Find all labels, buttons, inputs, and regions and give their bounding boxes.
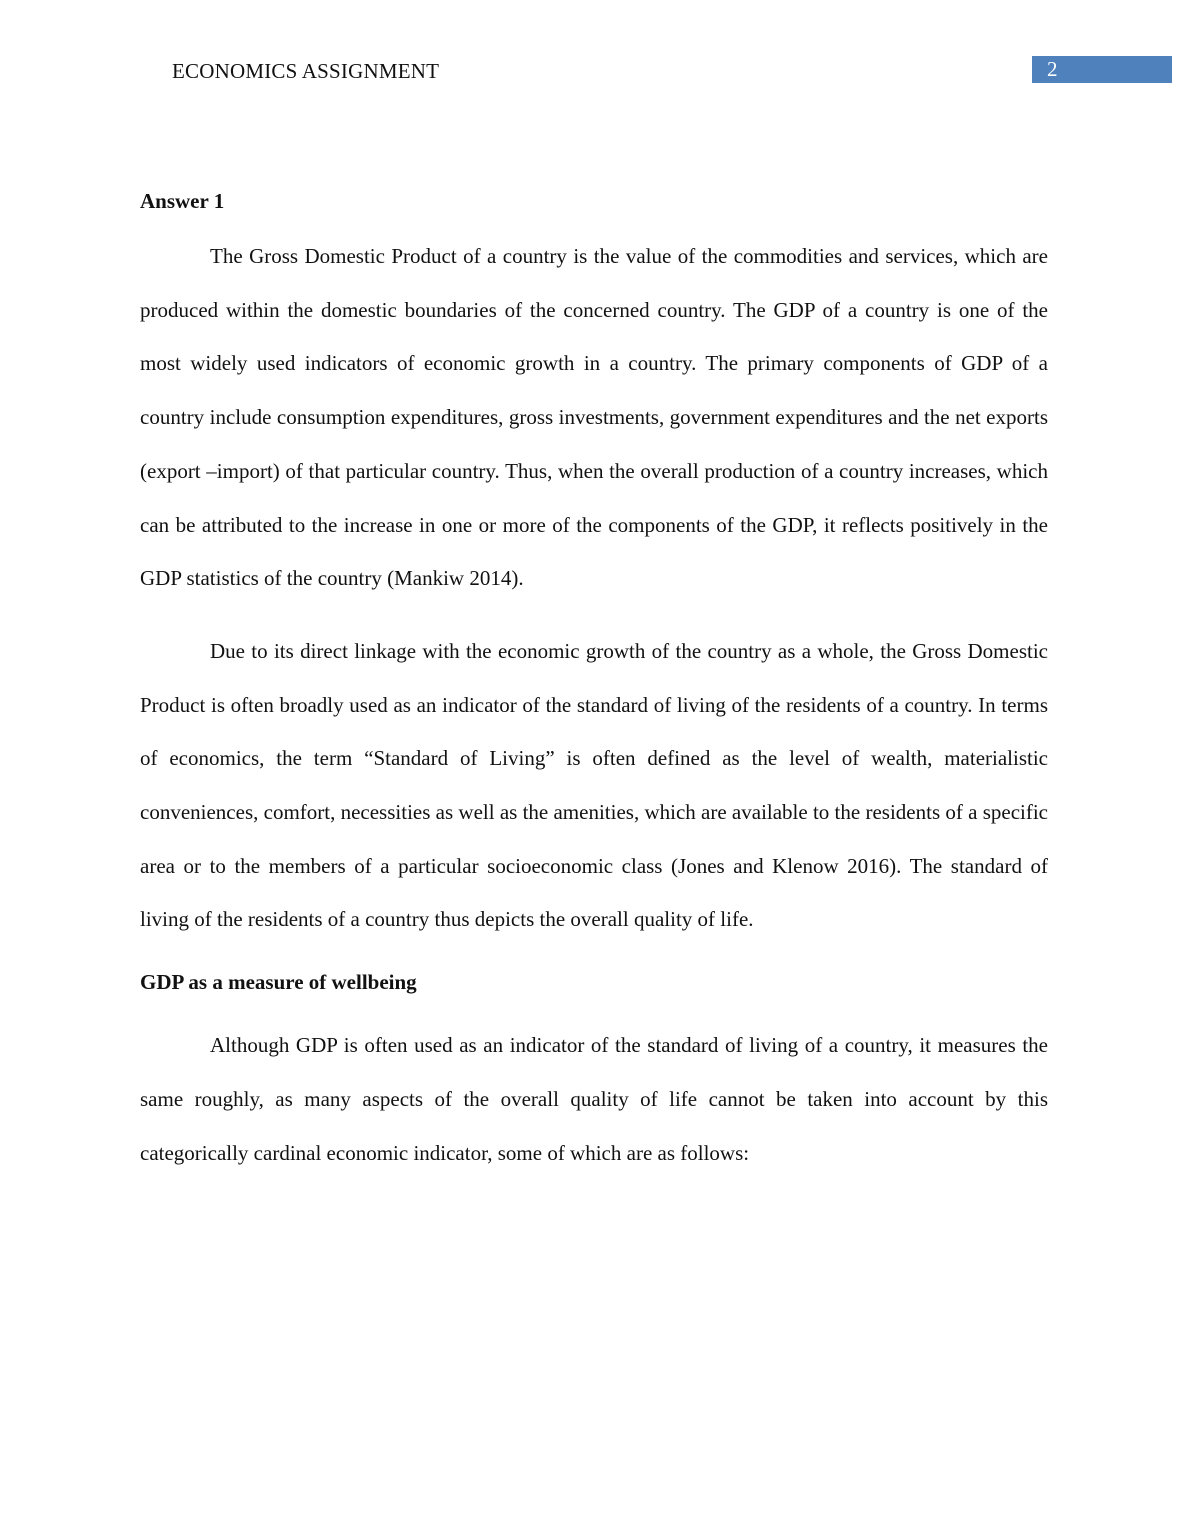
paragraph-gdp-definition: The Gross Domestic Product of a country is the value of the commodities and services, which are produced within the domestic boundaries of the concerned country. The GDP of a country is one of the most widely used indicators of economic growth in a country. The primary components of GDP of a country include consumption expenditures, gross investments, government expenditures and the net exports (export –import) of that particular country. Thus, when the overall production of a country increases, which can be attributed to the increase in one or more of the components of the GDP, it reflects positively in the GDP statistics of the country (Mankiw 2014). [140,244,1048,591]
page-number-badge [1032,56,1172,83]
section-heading-answer-1: Answer 1 [140,189,225,213]
running-header-title: ECONOMICS ASSIGNMENT [172,59,440,83]
document-body [140,186,1048,1180]
paragraph-standard-of-living: Due to its direct linkage with the economic growth of the country as a whole, the Gross Domestic Product is often broadly used as an indicator of the standard of living of the residents of a country. In terms of economics, the term “Standard of Living” is often defined as the level of wealth, materialistic conveniences, comfort, necessities as well as the amenities, which are available to the residents of a specific area or to the members of a particular socioeconomic class (Jones and Klenow 2016). The standard of living of the residents of a country thus depicts the overall quality of life. [140,638,1048,932]
section-heading-gdp-wellbeing: GDP as a measure of wellbeing [140,970,417,995]
page-number: 2 [1047,57,1058,81]
paragraph-gdp-limitations: Although GDP is often used as an indicator of the standard of living of a country, it measures the same roughly, as many aspects of the overall quality of life cannot be taken into account by this categorically cardinal economic indicator, some of which are as follows: [140,1033,1048,1165]
